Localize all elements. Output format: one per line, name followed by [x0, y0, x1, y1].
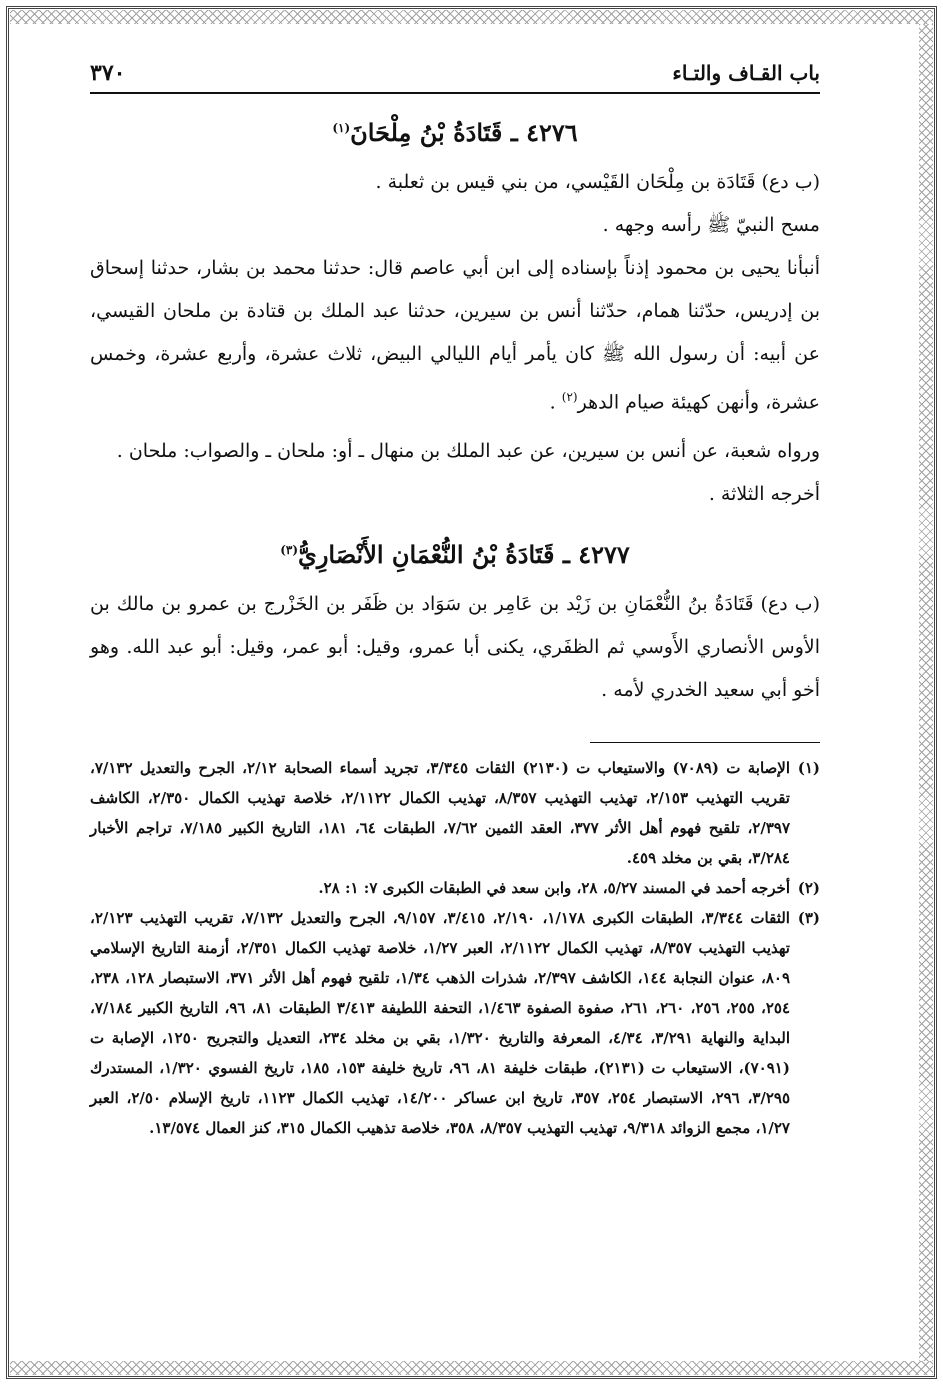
- footnote-text: الإصابة ت (٧٠٨٩) والاستيعاب ت (٢١٣٠) الثقات ٣/٣٤٥، تجريد أسماء الصحابة ٢/١٢، الجرح والتعديل ٧/١٣٢، تقريب التهذيب ٢/١٥٣، تهذيب التهذيب ٨/٣٥٧، تهذيب الكمال ٢/١١٢٢، خلاصة تهذيب الكمال ٢/٣٥٠، الكاشف ٢/٣٩٧، تلقيح فهوم أهل الأثر ٣٧٧، العقد الثمين ٧/٦٢، الطبقات ٦٤، ١٨١، التاريخ الكبير ٧/١٨٥، تراجم الأخبار ٣/٢٨٤، بقي بن مخلد ٤٥٩.: [90, 759, 791, 868]
- footnote-ref: (٣): [280, 543, 299, 558]
- entry-paragraph: (ب دع) قَتَادَة بن مِلْحَان القَيْسي، من بني قيس بن ثعلبة .: [375, 171, 820, 193]
- footnote-ref: (١): [332, 121, 351, 135]
- footnote-number: (٢): [797, 879, 820, 898]
- footnote-text: الثقات ٣/٣٤٤، الطبقات الكبرى ١/١٧٨، ٢/١٩٠، ٣/٤١٥، ٩/١٥٧، الجرح والتعديل ٧/١٣٢، تقريب التهذيب ٢/١٢٣، تهذيب التهذيب ٨/٣٥٧، تهذيب الكمال ٢/١١٢٢، العبر ١/٢٧، خلاصة تهذيب الكمال ٢/٣٥١، أزمنة التاريخ الإسلامي ٨٠٩، عنوان النجابة ١٤٤، الكاشف ٢/٣٩٧، شذرات الذهب ١/٣٤، تلقيح فهوم أهل الأثر ٣٧١، الاستبصار ١٢٨، ٢٣٨، ٢٥٤، ٢٥٥، ٢٥٦، ٢٦٠، ٢٦١، صفوة الصفوة ١/٤٦٣، التحفة اللطيفة ٣/٤١٣ الطبقات ٨١، ٩٦، التاريخ الكبير ٧/١٨٤، البداية والنهاية ٣/٢٩١، ٤/٣٤، المعرفة والتاريخ ١/٣٢٠، بقي بن مخلد ٢٣٤، التعديل والتجريح ١٢٥٠، الإصابة ت (٧٠٩١)، الاستيعاب ت (٢١٣١)، طبقات خليفة ٨١، ٩٦، تاريخ خليفة ١٥٣، ١٨٥، تاريخ الفسوي ١/٣٢٠، المستدرك ٣/٢٩٥، ٢٩٦، الاستبصار ٢٥٤، ٣٥٧، تاريخ ابن عساكر ١٤/٢٠٠، تهذيب الكمال ١١٢٣، تاريخ الإسلام ٢/٥٠، العبر ١/٢٧، مجمع الزوائد ٩/٣١٨، تهذيب التهذيب ٨/٣٥٧، ٣٥٨، خلاصة تذهيب الكمال ٣١٥، كنز العمال ١٣/٥٧٤.: [90, 909, 791, 1138]
- footnote-text: أخرجه أحمد في المسند ٥/٢٧، ٢٨، وابن سعد في الطبقات الكبرى ٧: ١: ٢٨.: [318, 879, 790, 898]
- page-content: [90, 60, 820, 1143]
- paragraph-end: .: [549, 391, 562, 414]
- entry-title: [90, 540, 820, 569]
- entry-paragraph: (ب دع) قَتَادَةُ بنُ النُّعْمَانِ بن زَيْد بن عَامِر بن سَوَاد بن ظَفَر بن الخَزْرج بن عمرو بن مالك بن الأوس الأنصاري الأَوسي ثم الظفَري، يكنى أبا عمرو، وقيل: أبو عمر، وقيل: أبو عبد الله. وهو أخو أبي سعيد الخدري لأمه .: [90, 593, 820, 702]
- footnote: [90, 753, 820, 873]
- running-header: [90, 60, 820, 94]
- footnote-ref: (٢): [561, 390, 578, 404]
- entry-title-text: ٤٢٧٧ ـ قَتَادَةُ بْنُ النُّعْمَانِ الأَنْصَارِيُّ: [298, 540, 630, 570]
- page-number: ٣٧٠: [90, 60, 126, 86]
- decorative-border-top: [10, 10, 933, 24]
- decorative-border-right: [919, 24, 933, 1361]
- footnote: [90, 873, 820, 903]
- paragraph-text: أنبأنا يحيى بن محمود إذناً بإسناده إلى ابن أبي عاصم قال: حدثنا محمد بن بشار، حدثنا إسحاق بن إدريس، حدّثنا همام، حدّثنا أنس بن سيرين، حدثنا عبد الملك بن قتادة بن ملحان القيسي، عن أبيه: أن رسول الله ﷺ كان يأمر أيام الليالي البيض، ثلاث عشرة، وأربع عشرة، وخمس عشرة، وأنهن كهيئة صيام الدهر: [90, 257, 820, 414]
- footnote-divider: [590, 742, 820, 743]
- decorative-border-bottom: [10, 1361, 933, 1375]
- entry-title: [90, 118, 820, 147]
- footnotes: [90, 753, 820, 1143]
- entry-paragraph: أخرجه الثلاثة .: [708, 483, 820, 506]
- entry-paragraph: ورواه شعبة، عن أنس بن سيرين، عن عبد الملك بن منهال ـ أو: ملحان ـ والصواب: ملحان .: [116, 440, 820, 463]
- entry-paragraph: [90, 247, 820, 424]
- footnote: [90, 903, 820, 1143]
- footnote-number: (٣): [797, 909, 820, 928]
- chapter-title: باب القـاف والتـاء: [672, 61, 820, 85]
- entry-title-text: ٤٢٧٦ ـ قَتَادَةُ بْنُ مِلْحَانَ: [350, 118, 578, 147]
- entry-paragraph: مسح النبيّ ﷺ رأسه وجهه .: [602, 214, 820, 236]
- footnote-number: (١): [797, 759, 820, 778]
